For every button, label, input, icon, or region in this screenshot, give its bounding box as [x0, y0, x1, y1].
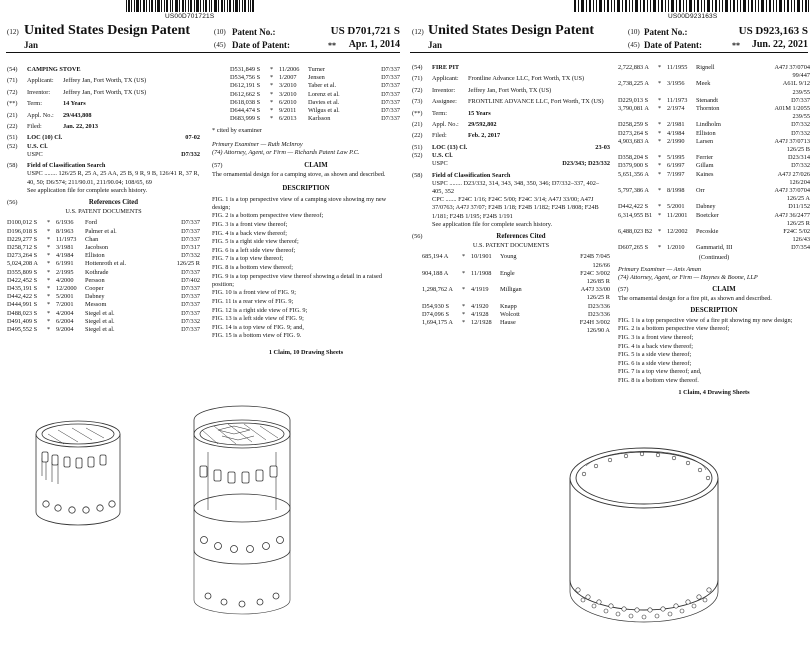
- reference-row: 4,903,683 A * 2/1990 Larsen A47J 37/0713: [618, 137, 810, 145]
- patent-page-right: [406, 0, 812, 650]
- refs-subhead: U.S. PATENT DOCUMENTS: [472, 242, 550, 250]
- reference-row: 1,694,175 A * 12/1928 Hause F24H 3/002: [422, 318, 610, 326]
- reference-row: D644,474 S * 9/2011 Wilgus et al. D7/337: [230, 107, 400, 115]
- reference-row-cont: 126/25 B: [786, 146, 810, 154]
- date-code: (45): [628, 41, 640, 49]
- description-line: FIG. 1 is a top perspective view of a camping stove showing my new design;: [212, 195, 387, 211]
- description-line: FIG. 5 is a side view thereof;: [618, 351, 692, 359]
- cpc-text: CPC ....... F24C 1/16; F24C 5/00; F24C 3/14; A47J 33/00; A47J 37/0763; A47J 37/07; F24B 1/18; F24B 1/182; F24B 1/808; F24B 1/181; F24B 1/195; F24B 1/191: [432, 196, 599, 220]
- header-rule: [410, 52, 808, 53]
- reference-row: D531,849 S * 11/2006 Turner D7/337: [230, 66, 400, 73]
- field-us-cl: (52) U.S. Cl.: [7, 142, 48, 150]
- description-line: FIG. 3 is a front view thereof;: [212, 221, 288, 229]
- reference-row-cont: 126/66: [592, 261, 610, 269]
- reference-row: 1,298,762 A * 4/1919 Milligan A47J 33/00: [422, 286, 610, 294]
- reference-row: D435,191 S * 12/2000 Cooper D7/337: [7, 284, 200, 292]
- country-code: (12): [412, 28, 424, 36]
- claims-sheets: 1 Claim, 10 Drawing Sheets: [268, 348, 344, 356]
- reference-row: D273,264 S * 4/1984 Elliston D7/332: [618, 129, 810, 137]
- attorney: (74) Attorney, Agent, or Firm — Haynes & Boone, LLP: [618, 274, 758, 282]
- reference-row-cont: 239/55: [792, 88, 810, 96]
- claims-column: [212, 66, 400, 357]
- field-uspc: USPC D7/332: [27, 150, 200, 158]
- description-line: FIG. 13 is a left side view of FIG. 9;: [212, 315, 304, 323]
- reference-row-cont: 126/43: [792, 236, 810, 244]
- cited-note: * cited by examiner: [212, 127, 262, 135]
- reference-row: D491,409 S * 6/2004 Siegel et al. D7/332: [7, 317, 200, 325]
- reference-row-cont: 239/55: [792, 113, 810, 121]
- patent-date: Apr. 1, 2014: [348, 39, 400, 50]
- reference-row: D196,018 S * 8/1963 Palmer et al. D7/337: [7, 227, 200, 235]
- reference-row-cont: 126/25 R: [786, 219, 810, 227]
- reference-row: D229,013 S * 11/1973 Stenandt D7/337: [618, 96, 810, 104]
- description-line: FIG. 6 is a side view thereof;: [618, 359, 692, 367]
- barcode-number: US00D923163S: [668, 13, 718, 20]
- patent-no-label: Patent No.:: [644, 27, 688, 37]
- field-loc: (51) LOC (10) Cl. 07-02: [7, 134, 200, 142]
- claim-text: The ornamental design for a camping stove, as shown and described.: [212, 171, 386, 179]
- refs-list-right: [412, 253, 610, 335]
- reference-row: D273,264 S * 4/1984 Elliston D7/332: [7, 252, 200, 260]
- field-term: (**) Term: 14 Years: [7, 100, 86, 108]
- reference-row: D229,277 S * 11/1973 Chan D7/337: [7, 235, 200, 243]
- description-line: FIG. 11 is a rear view of FIG. 9;: [212, 297, 294, 305]
- reference-row: D54,930 S * 4/1920 Knapp D23/336: [422, 302, 610, 310]
- patent-no-label: Patent No.:: [232, 27, 276, 37]
- claims-column: [618, 64, 810, 397]
- reference-row: 3,790,081 A * 2/1974 Thornton A01M 1/2055: [618, 105, 810, 113]
- reference-row: D495,552 S * 9/2004 Siegel et al. D7/337: [7, 326, 200, 333]
- reference-row: 904,188 A * 11/1908 Engle F24C 3/002: [422, 269, 610, 277]
- reference-row: D258,259 S * 2/1981 Lindholm D7/332: [618, 121, 810, 129]
- reference-row: 5,651,356 A * 7/1997 Kaines A47J 27/026: [618, 170, 810, 178]
- reference-row: D379,900 S * 6/1997 Gillam D7/332: [618, 162, 810, 170]
- field-filed: (22) Filed: Jan. 22, 2013: [7, 122, 98, 130]
- reference-row: D607,265 S * 1/2010 Gammarid, III D7/354: [618, 244, 810, 252]
- description-line: FIG. 6 is a left side view thereof;: [212, 246, 296, 254]
- description-line: FIG. 7 is a top view thereof; and,: [618, 368, 702, 376]
- reference-row: D488,023 S * 4/2004 Siegel et al. D7/337: [7, 309, 200, 317]
- reference-row: 5,797,386 A * 8/1998 Orr A47J 37/0704: [618, 187, 810, 195]
- reference-row: D683,999 S * 6/2013 Karlsson D7/337: [230, 115, 400, 123]
- date-marker: **: [328, 41, 336, 50]
- field-appl-no: (21) Appl. No.: 29/443,808: [7, 111, 92, 119]
- header-rule: [6, 52, 400, 53]
- description-line: FIG. 8 is a bottom view thereof.: [618, 377, 699, 385]
- country-code: (12): [7, 28, 19, 36]
- reference-row-cont: 126/25 A: [786, 195, 810, 203]
- reference-row: D100,012 S * 6/1936 Ford D7/337: [7, 219, 200, 227]
- field-inventor: (72) Inventor: Jeffrey Jan, Fort Worth, TX (US): [7, 88, 147, 96]
- description-line: FIG. 3 is a front view thereof;: [618, 334, 694, 342]
- reference-row: D422,452 S * 4/2000 Persson D7/402: [7, 276, 200, 284]
- description-line: FIG. 15 is a bottom view of FIG. 9.: [212, 332, 302, 340]
- patent-number: US D701,721 S: [330, 25, 400, 37]
- bibliographic-column: [412, 64, 610, 335]
- field-loc: (51) LOC (13) Cl. 23-03: [412, 143, 610, 151]
- claim-heading-row: (57) CLAIM: [618, 286, 736, 294]
- reference-row: 5,024,208 A * 6/1991 Hottenroth et al. 126/25 R: [7, 260, 200, 268]
- description-list: [212, 196, 400, 341]
- stove-drawing-raised: [178, 400, 306, 648]
- reference-row: D534,756 S * 1/2007 Jensen D7/337: [230, 74, 400, 82]
- primary-examiner: Primary Examiner — Ruth McInroy: [212, 140, 303, 148]
- reference-row: D358,204 S * 5/1995 Ferrier D23/314: [618, 154, 810, 162]
- search-note: See application file for complete search history.: [432, 220, 553, 228]
- refs-list-left: [7, 219, 200, 334]
- description-line: FIG. 4 is a back view thereof;: [212, 229, 288, 237]
- field-refs: (56) References Cited: [412, 232, 546, 240]
- claim-text: The ornamental design for a fire pit, as shown and described.: [618, 295, 772, 303]
- field-filed: (22) Filed: Feb. 2, 2017: [412, 132, 501, 140]
- barcode-number: US00D701721S: [165, 13, 215, 20]
- date-marker: **: [732, 41, 740, 50]
- reference-row: D612,191 S * 3/2010 Taber et al. D7/337: [230, 82, 400, 90]
- reference-row: 2,738,225 A * 3/1956 Meek A61L 9/12: [618, 80, 810, 88]
- field-search: (58) Field of Classification Search: [412, 171, 511, 179]
- search-text: USPC ........ 126/25 R, 25 A, 25 AA, 25 B, 9 R, 9 B, 126/41 R, 37 R, 40, 50; D6/574; 211/90.01, 211/90.04; 108/65, 69: [27, 170, 200, 186]
- refs-list-right-continued: [618, 64, 810, 253]
- search-note: See application file for complete search history.: [27, 186, 148, 194]
- description-line: FIG. 8 is a bottom view thereof;: [212, 264, 293, 271]
- primary-examiner: Primary Examiner — Anis Aman: [618, 265, 702, 273]
- claims-sheets: 1 Claim, 4 Drawing Sheets: [678, 389, 750, 397]
- patent-no-code: (10): [628, 28, 640, 36]
- description-line: FIG. 9 is a top perspective view thereof showing a detail in a raised position;: [212, 272, 382, 288]
- description-line: FIG. 10 is a front view of FIG. 9;: [212, 289, 296, 297]
- field-appl-no: (21) Appl. No.: 29/592,802: [412, 120, 497, 128]
- reference-row: D612,662 S * 3/2010 Lorenz et al. D7/337: [230, 90, 400, 98]
- description-heading: DESCRIPTION: [282, 185, 330, 193]
- date-code: (45): [214, 41, 226, 49]
- reference-row: D442,422 S * 5/2001 Dabney D7/337: [7, 293, 200, 301]
- patent-no-code: (10): [214, 28, 226, 36]
- description-line: FIG. 2 is a bottom perspective view thereof;: [212, 212, 324, 220]
- field-search: (58) Field of Classification Search: [7, 162, 106, 170]
- field-term: (**) Term: 15 Years: [412, 109, 491, 117]
- field-title: (54) FIRE PIT: [412, 64, 460, 71]
- claim-heading-row: (57) CLAIM: [212, 162, 328, 170]
- reference-row: D618,038 S * 6/2010 Davies et al. D7/337: [230, 98, 400, 106]
- reference-row: 2,722,883 A * 11/1955 Rignell A47J 37/0704: [618, 64, 810, 71]
- description-line: FIG. 4 is a back view thereof;: [618, 342, 694, 350]
- reference-row: D258,712 S * 3/1981 Jacobson D7/317: [7, 243, 200, 251]
- reference-row-cont: 99/447: [792, 72, 810, 80]
- description-line: FIG. 5 is a right side view thereof;: [212, 238, 299, 246]
- field-applicant: (71) Applicant: Jeffrey Jan, Fort Worth, TX (US): [7, 77, 147, 85]
- field-inventor: (72) Inventor: Jeffrey Jan, Fort Worth, TX (US): [412, 86, 552, 94]
- field-us-cl: (52) U.S. Cl.: [412, 151, 453, 159]
- reference-row: 6,488,023 B2 * 12/2002 Pecoskie F24C 5/02: [618, 228, 810, 236]
- field-applicant: (71) Applicant: Frontline Advance LLC, Fort Worth, TX (US): [412, 75, 585, 83]
- barcode-graphic: [126, 0, 254, 12]
- reference-row: 685,194 A * 10/1901 Young F24B 7/045: [422, 253, 610, 261]
- bibliographic-column: [7, 66, 200, 334]
- field-title: (54) CAMPING STOVE: [7, 66, 81, 73]
- stove-drawing-small: [28, 418, 128, 536]
- description-line: FIG. 12 is a right side view of FIG. 9;: [212, 306, 308, 314]
- search-text: USPC ........ D23/332, 314, 343, 348, 350, 346; D7/332–337, 402–405, 352: [432, 179, 600, 195]
- description-list: [618, 317, 810, 385]
- field-uspc: USPC D23/343; D23/332: [432, 160, 610, 168]
- fire-pit-drawing: [556, 440, 724, 648]
- inventor-short: Jan: [428, 40, 443, 50]
- description-line: FIG. 7 is a top view thereof;: [212, 255, 284, 263]
- description-heading: DESCRIPTION: [690, 306, 738, 314]
- refs-subhead: U.S. PATENT DOCUMENTS: [65, 208, 142, 216]
- document-title: United States Design Patent: [24, 23, 191, 38]
- description-line: FIG. 2 is a bottom perspective view thereof;: [618, 325, 730, 333]
- refs-list-left-continued: [212, 66, 400, 123]
- description-line: FIG. 14 is a top view of FIG. 9; and,: [212, 323, 304, 331]
- reference-row-cont: 126/204: [789, 178, 810, 186]
- date-label: Date of Patent:: [232, 40, 290, 50]
- reference-row: 6,314,955 B1 * 11/2001 Boetcker A47J 36/2477: [618, 211, 810, 219]
- field-refs: (56) References Cited: [7, 198, 139, 206]
- inventor-short: Jan: [24, 40, 39, 50]
- field-assignee: (73) Assignee: FRONTLINE ADVANCE LLC, Fort Worth, TX (US): [412, 98, 604, 106]
- patent-date: Jun. 22, 2021: [751, 39, 808, 50]
- reference-row: D444,991 S * 7/2001 Messom D7/337: [7, 301, 200, 309]
- patent-number: US D923,163 S: [738, 25, 808, 37]
- date-label: Date of Patent:: [644, 40, 702, 50]
- reference-row-cont: 126/90 A: [586, 327, 610, 335]
- reference-row-cont: 126/25 R: [586, 294, 610, 302]
- reference-row: D355,809 S * 2/1995 Kothrade D7/337: [7, 268, 200, 276]
- continued-note: (Continued): [698, 253, 730, 261]
- reference-row: D74,096 S * 4/1928 Wolcott D23/336: [422, 310, 610, 318]
- barcode-graphic: [574, 0, 809, 12]
- attorney: (74) Attorney, Agent, or Firm — Richards Patent Law P.C.: [212, 148, 360, 156]
- reference-row: D442,422 S * 5/2001 Dabney D11/152: [618, 203, 810, 211]
- reference-row-cont: 126/85 R: [586, 277, 610, 285]
- document-title: United States Design Patent: [428, 23, 595, 38]
- description-line: FIG. 1 is a top perspective view of a fire pit showing my new design;: [618, 316, 793, 324]
